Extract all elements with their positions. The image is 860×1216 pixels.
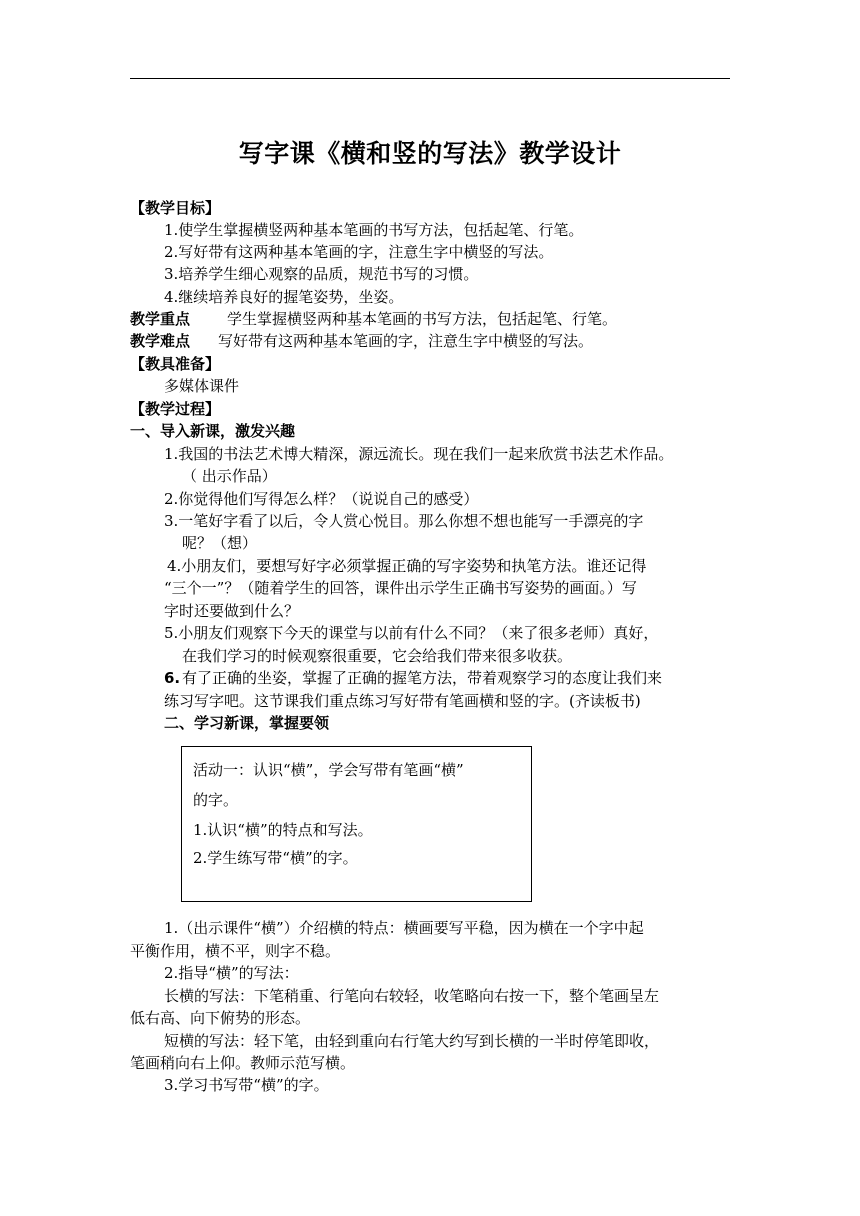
activity-line: 活动一：认识“横”，学会写带有笔画“横” [193,761,464,779]
process-line: 有了正确的坐姿，掌握了正确的握笔方法，带着观察学习的态度让我们来 [182,669,663,687]
objective-item: 4.继续培养良好的握笔姿势，坐姿。 [164,288,404,306]
process-line: 字时还要做到什么？ [164,602,300,620]
section1-heading: 一、导入新课，激发兴趣 [130,422,296,440]
process-line: （ 出示作品） [182,467,277,485]
body-line: 笔画稍向右上仰。教师示范写横。 [130,1054,356,1072]
process-line: 5.小朋友们观察下今天的课堂与以前有什么不同？（来了很多老师）真好， [164,624,659,642]
process-line-number: 6. [164,669,181,687]
activity-line: 的字。 [193,791,239,809]
process-line: 在我们学习的时候观察很重要，它会给我们带来很多收获。 [182,647,573,665]
process-line: 3.一笔好字看了以后，令人赏心悦目。那么你想不想也能写一手漂亮的字 [164,512,644,530]
body-line: 平衡作用，横不平，则字不稳。 [130,942,341,960]
tools-heading: 【教具准备】 [130,355,221,373]
objective-item: 2.写好带有这两种基本笔画的字，注意生字中横竖的写法。 [164,243,554,261]
process-line: 4.小朋友们，要想写好字必须掌握正确的写字姿势和执笔方法。谁还记得 [167,557,647,575]
key-point-text: 学生掌握横竖两种基本笔画的书写方法，包括起笔、行笔。 [227,310,618,328]
process-heading: 【教学过程】 [130,400,221,418]
body-line: 低右高、向下俯势的形态。 [130,1009,311,1027]
process-line: 练习写字吧。这节课我们重点练习写好带有笔画横和竖的字。(齐读板书) [164,692,641,710]
key-point-label: 教学重点 [130,310,191,328]
activity-line: 1.认识“横”的特点和写法。 [193,821,373,839]
body-line: 3.学习书写带“横”的字。 [164,1076,329,1094]
objective-item: 3.培养学生细心观察的品质，规范书写的习惯。 [164,265,479,283]
document-title: 写字课《横和竖的写法》教学设计 [238,139,622,168]
process-line: 1.我国的书法艺术博大精深，源远流长。现在我们一起来欣赏书法艺术作品。 [164,445,674,463]
activity-line: 2.学生练写带“横”的字。 [193,849,358,867]
tools-text: 多媒体课件 [164,377,240,395]
process-line: “三个一”？（随着学生的回答，课件出示学生正确书写姿势的画面。）写 [164,579,637,597]
difficulty-text: 写好带有这两种基本笔画的字，注意生字中横竖的写法。 [218,332,594,350]
difficulty-label: 教学难点 [130,332,191,350]
section2-heading: 二、学习新课，掌握要领 [164,714,330,732]
body-line: 短横的写法：轻下笔，由轻到重向右行笔大约写到长横的一半时停笔即收， [164,1032,660,1050]
body-line: 1.（出示课件“横”）介绍横的特点：横画要写平稳，因为横在一个字中起 [164,919,644,937]
objectives-heading: 【教学目标】 [130,199,221,217]
header-rule [130,78,730,79]
process-line: 2.你觉得他们写得怎么样？（说说自己的感受） [164,490,479,508]
process-line: 呢？（想） [182,534,258,552]
body-line: 长横的写法：下笔稍重、行笔向右较轻，收笔略向右按一下，整个笔画呈左 [164,987,660,1005]
objective-item: 1.使学生掌握横竖两种基本笔画的书写方法，包括起笔、行笔。 [164,221,584,239]
body-line: 2.指导“横”的写法： [164,964,299,982]
